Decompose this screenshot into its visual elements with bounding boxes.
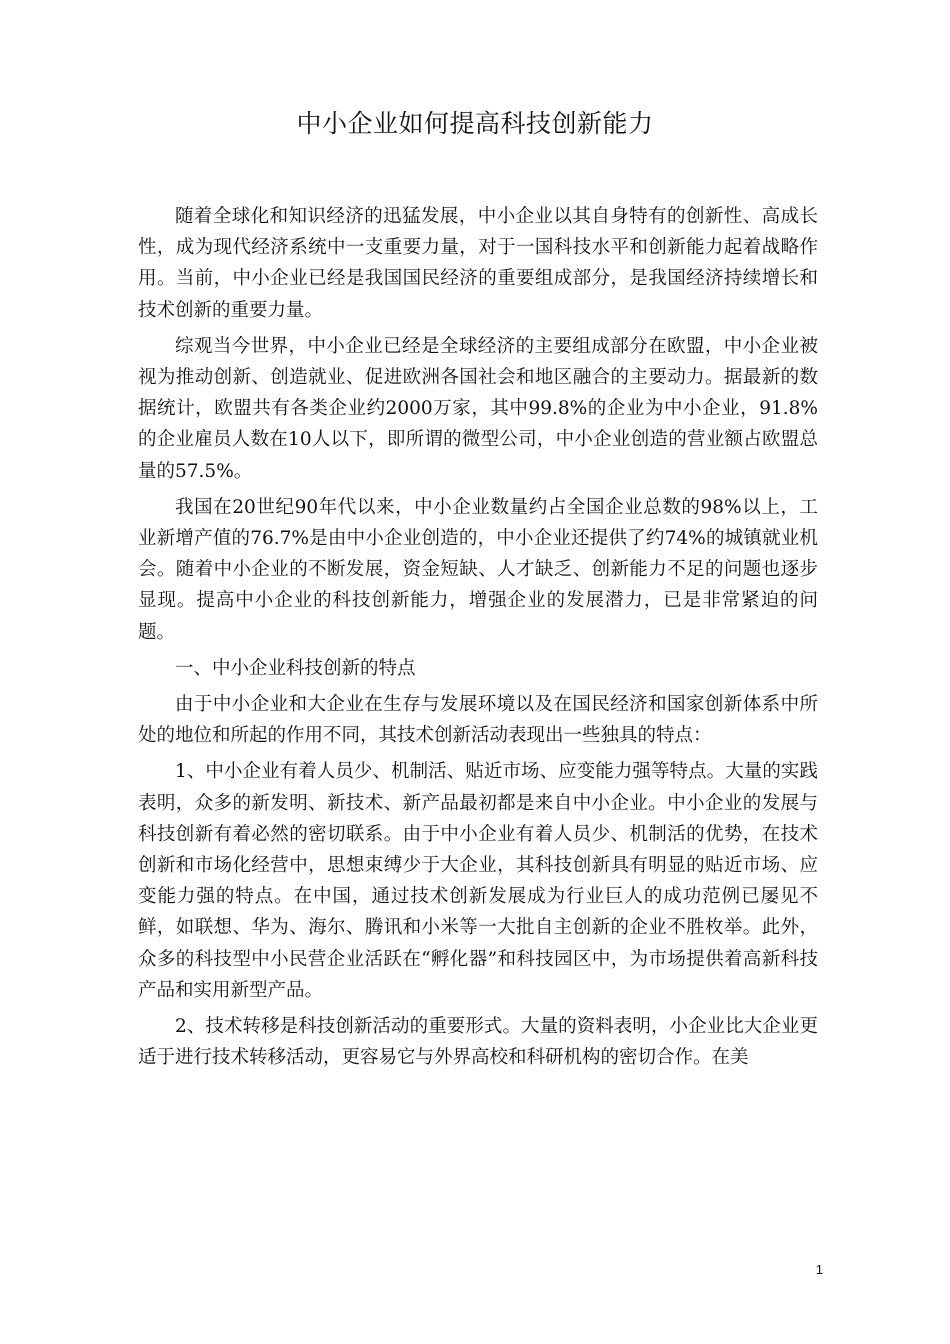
- section-heading-1: 一、中小企业科技创新的特点: [175, 657, 416, 679]
- paragraph-feature-2: 2、技术转移是科技创新活动的重要形式。大量的资料表明，小企业比大企业更适于进行技术转移活动，更容易它与外界高校和科研机构的密切合作。在美: [138, 1016, 818, 1069]
- page-number: 1: [815, 1262, 823, 1277]
- document-body: [138, 201, 818, 1078]
- paragraph-feature-1: 1、中小企业有着人员少、机制活、贴近市场、应变能力强等特点。大量的实践表明，众多的新发明、新技术、新产品最初都是来自中小企业。中小企业的发展与科技创新有着必然的密切联系。由于中小企业有着人员少、机制活的优势，在技术创新和市场化经营中，思想束缚少于大企业，其科技创新具有明显的贴近市场、应变能力强的特点。在中国，通过技术创新发展成为行业巨人的成功范例已屡见不鲜，如联想、华为、海尔、腾讯和小米等一大批自主创新的企业不胜枚举。此外，众多的科技型中小民营企业活跃在“孵化器”和科技园区中，为市场提供着高新科技产品和实用新型产品。: [138, 761, 818, 1001]
- paragraph-features-intro: 由于中小企业和大企业在生存与发展环境以及在国民经济和国家创新体系中所处的地位和所起的作用不同，其技术创新活动表现出一些独具的特点：: [138, 694, 818, 747]
- paragraph-intro: 随着全球化和知识经济的迅猛发展，中小企业以其自身特有的创新性、高成长性，成为现代经济系统中一支重要力量，对于一国科技水平和创新能力起着战略作用。当前，中小企业已经是我国国民经济的重要组成部分，是我国经济持续增长和技术创新的重要力量。: [138, 206, 818, 321]
- document-title: 中小企业如何提高科技创新能力: [296, 109, 654, 138]
- paragraph-eu-sme: 综观当今世界，中小企业已经是全球经济的主要组成部分在欧盟，中小企业被视为推动创新、创造就业、促进欧洲各国社会和地区融合的主要动力。据最新的数据统计，欧盟共有各类企业约2000万家，其中99.8%的企业为中小企业，91.8%的企业雇员人数在10人以下，即所谓的微型公司，中小企业创造的营业额占欧盟总量的57.5%。: [138, 335, 818, 482]
- paragraph-china-sme: 我国在20世纪90年代以来，中小企业数量约占全国企业总数的98%以上，工业新增产值的76.7%是由中小企业创造的，中小企业还提供了约74%的城镇就业机会。随着中小企业的不断发展，资金短缺、人才缺乏、创新能力不足的问题也逐步显现。提高中小企业的科技创新能力，增强企业的发展潜力，已是非常紧迫的问题。: [138, 496, 818, 643]
